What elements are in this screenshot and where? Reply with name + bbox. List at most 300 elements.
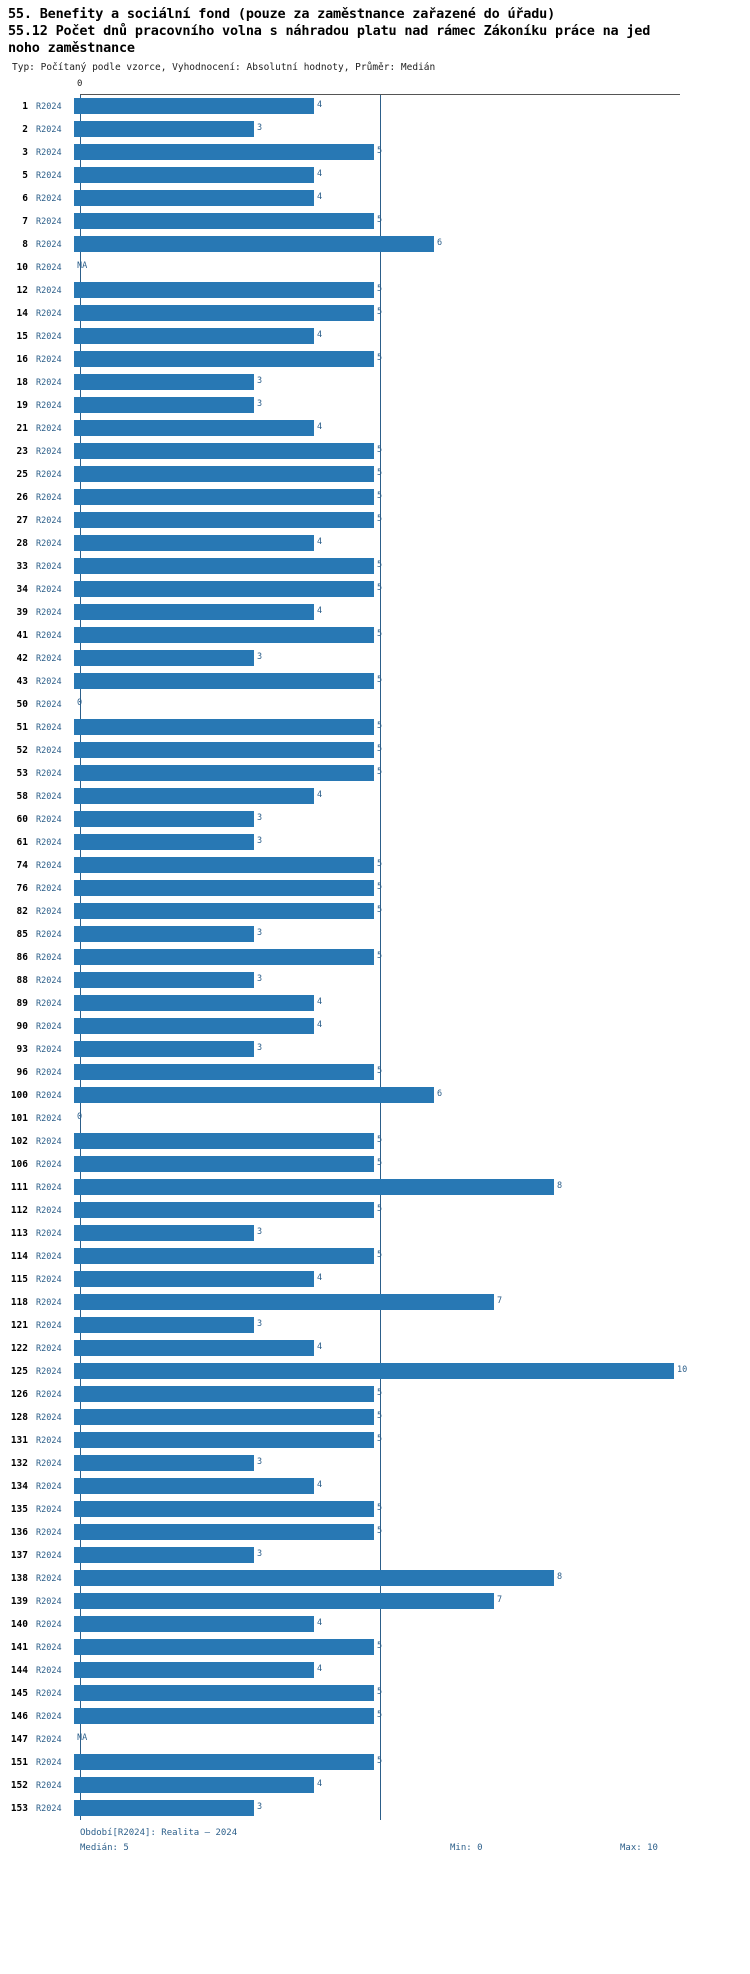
bar-track [74, 509, 750, 532]
row-category-label: 7 [22, 216, 28, 227]
row-series-label: R2024 [36, 1021, 62, 1032]
row-series-label: R2024 [36, 262, 62, 273]
table-row [0, 1268, 750, 1291]
bar [74, 903, 374, 919]
bar-track [74, 1406, 750, 1429]
table-row [0, 1061, 750, 1084]
bar-track [74, 394, 750, 417]
bar-track [74, 1268, 750, 1291]
row-category-label: 137 [10, 1550, 28, 1561]
bar [74, 1133, 374, 1149]
bar-value-label: 5 [377, 514, 383, 524]
table-row [0, 1199, 750, 1222]
table-row [0, 1291, 750, 1314]
bar-value-label: 4 [317, 169, 323, 179]
row-category-label: 58 [16, 791, 28, 802]
bar-value-label: 3 [257, 399, 263, 409]
bar-value-label: 3 [257, 1043, 263, 1053]
bar [74, 443, 374, 459]
bar-track [74, 1291, 750, 1314]
x-axis [0, 79, 750, 95]
bar [74, 282, 374, 298]
bar [74, 1202, 374, 1218]
bar [74, 512, 374, 528]
bar [74, 650, 254, 666]
row-series-label: R2024 [36, 561, 62, 572]
bar-value-label: 3 [257, 1457, 263, 1467]
bar-track [74, 371, 750, 394]
row-series-label: R2024 [36, 1389, 62, 1400]
row-category-label: 126 [10, 1389, 28, 1400]
table-row [0, 348, 750, 371]
row-series-label: R2024 [36, 1113, 62, 1124]
bar-value-label: 5 [377, 215, 383, 225]
bar-value-label: 4 [317, 1480, 323, 1490]
row-series-label: R2024 [36, 538, 62, 549]
bar-value-label: NA [77, 1733, 88, 1743]
row-category-label: 140 [10, 1619, 28, 1630]
bar-value-label: NA [77, 261, 88, 271]
bar [74, 535, 314, 551]
row-category-label: 102 [10, 1136, 28, 1147]
bar [74, 121, 254, 137]
row-series-label: R2024 [36, 308, 62, 319]
row-series-label: R2024 [36, 331, 62, 342]
row-series-label: R2024 [36, 1251, 62, 1262]
table-row [0, 1567, 750, 1590]
row-series-label: R2024 [36, 929, 62, 940]
table-row [0, 1360, 750, 1383]
row-category-label: 131 [10, 1435, 28, 1446]
row-series-label: R2024 [36, 653, 62, 664]
row-series-label: R2024 [36, 745, 62, 756]
row-series-label: R2024 [36, 1297, 62, 1308]
bar [74, 190, 314, 206]
bar [74, 1064, 374, 1080]
bar-value-label: 5 [377, 1526, 383, 1536]
table-row [0, 486, 750, 509]
row-category-label: 21 [16, 423, 28, 434]
row-series-label: R2024 [36, 998, 62, 1009]
row-series-label: R2024 [36, 193, 62, 204]
bar-value-label: 3 [257, 652, 263, 662]
table-row [0, 969, 750, 992]
table-row [0, 325, 750, 348]
row-category-label: 128 [10, 1412, 28, 1423]
row-series-label: R2024 [36, 1596, 62, 1607]
bar-track [74, 693, 750, 716]
row-category-label: 25 [16, 469, 28, 480]
bar [74, 1179, 554, 1195]
bar-value-label: 0 [77, 1112, 83, 1122]
row-series-label: R2024 [36, 400, 62, 411]
bar [74, 213, 374, 229]
bar-track [74, 233, 750, 256]
bar-value-label: 5 [377, 859, 383, 869]
bar-track [74, 831, 750, 854]
bar [74, 1409, 374, 1425]
row-category-label: 122 [10, 1343, 28, 1354]
bar-track [74, 1314, 750, 1337]
row-category-label: 114 [10, 1251, 28, 1262]
bar-track [74, 1130, 750, 1153]
bar [74, 1593, 494, 1609]
table-row [0, 900, 750, 923]
table-row [0, 1130, 750, 1153]
table-row [0, 1659, 750, 1682]
bar [74, 98, 314, 114]
bar-track [74, 417, 750, 440]
row-category-label: 96 [16, 1067, 28, 1078]
row-category-label: 51 [16, 722, 28, 733]
bar-track [74, 739, 750, 762]
bar-value-label: 10 [677, 1365, 688, 1375]
table-row [0, 1245, 750, 1268]
bar [74, 305, 374, 321]
row-category-label: 41 [16, 630, 28, 641]
chart-header [0, 0, 750, 75]
bar-track [74, 1337, 750, 1360]
bar [74, 1271, 314, 1287]
table-row [0, 1613, 750, 1636]
row-series-label: R2024 [36, 216, 62, 227]
table-row [0, 739, 750, 762]
row-series-label: R2024 [36, 1642, 62, 1653]
bar-track [74, 1245, 750, 1268]
bar-track [74, 601, 750, 624]
bar-value-label: 3 [257, 813, 263, 823]
bar-track [74, 463, 750, 486]
row-series-label: R2024 [36, 101, 62, 112]
bar [74, 1639, 374, 1655]
table-row [0, 371, 750, 394]
bar-track [74, 1728, 750, 1751]
bar-value-label: 5 [377, 583, 383, 593]
bar-value-label: 5 [377, 905, 383, 915]
row-category-label: 125 [10, 1366, 28, 1377]
bar [74, 1501, 374, 1517]
row-series-label: R2024 [36, 1044, 62, 1055]
table-row [0, 1222, 750, 1245]
table-row [0, 440, 750, 463]
bar-track [74, 1705, 750, 1728]
row-series-label: R2024 [36, 1090, 62, 1101]
row-series-label: R2024 [36, 791, 62, 802]
row-series-label: R2024 [36, 883, 62, 894]
table-row [0, 417, 750, 440]
bar-track [74, 1498, 750, 1521]
table-row [0, 463, 750, 486]
bar-value-label: 5 [377, 560, 383, 570]
bar-value-label: 5 [377, 1250, 383, 1260]
bar-track [74, 877, 750, 900]
bar-value-label: 4 [317, 100, 323, 110]
bar-value-label: 5 [377, 353, 383, 363]
bar [74, 811, 254, 827]
bar-track [74, 969, 750, 992]
bar-value-label: 5 [377, 307, 383, 317]
chart-footer [0, 1828, 750, 1857]
chart-area [0, 79, 750, 1820]
table-row [0, 1383, 750, 1406]
row-series-label: R2024 [36, 906, 62, 917]
row-series-label: R2024 [36, 975, 62, 986]
bar-track [74, 1751, 750, 1774]
row-series-label: R2024 [36, 354, 62, 365]
bar-track [74, 1774, 750, 1797]
row-series-label: R2024 [36, 1780, 62, 1791]
row-category-label: 2 [22, 124, 28, 135]
row-series-label: R2024 [36, 699, 62, 710]
row-category-label: 112 [10, 1205, 28, 1216]
bar-track [74, 1383, 750, 1406]
row-series-label: R2024 [36, 446, 62, 457]
row-category-label: 18 [16, 377, 28, 388]
bar [74, 1225, 254, 1241]
bar-value-label: 5 [377, 146, 383, 156]
row-category-label: 53 [16, 768, 28, 779]
row-category-label: 12 [16, 285, 28, 296]
table-row [0, 1406, 750, 1429]
bar [74, 144, 374, 160]
table-row [0, 394, 750, 417]
table-row [0, 1705, 750, 1728]
table-row [0, 555, 750, 578]
bar-track [74, 95, 750, 118]
chart-subtitle: Typ: Počítaný podle vzorce, Vyhodnocení: Absolutní hodnoty, Průměr: Medián [12, 62, 436, 73]
row-series-label: R2024 [36, 1182, 62, 1193]
stat-max: Max: 10 [620, 1843, 658, 1853]
table-row [0, 302, 750, 325]
table-row [0, 1774, 750, 1797]
row-category-label: 144 [10, 1665, 28, 1676]
row-series-label: R2024 [36, 722, 62, 733]
bar [74, 466, 374, 482]
bar-track [74, 555, 750, 578]
row-category-label: 34 [16, 584, 28, 595]
bar-track [74, 302, 750, 325]
bar-track [74, 348, 750, 371]
row-category-label: 146 [10, 1711, 28, 1722]
table-row [0, 1475, 750, 1498]
bar-track [74, 118, 750, 141]
bar-track [74, 854, 750, 877]
table-row [0, 233, 750, 256]
bar-track [74, 532, 750, 555]
bar [74, 558, 374, 574]
bar-value-label: 6 [437, 238, 443, 248]
row-series-label: R2024 [36, 1366, 62, 1377]
row-series-label: R2024 [36, 814, 62, 825]
table-row [0, 808, 750, 831]
bar [74, 581, 374, 597]
row-series-label: R2024 [36, 630, 62, 641]
table-row [0, 1498, 750, 1521]
bar-value-label: 3 [257, 928, 263, 938]
row-series-label: R2024 [36, 607, 62, 618]
bar-track [74, 647, 750, 670]
bar [74, 1294, 494, 1310]
row-category-label: 6 [22, 193, 28, 204]
bar-track [74, 1544, 750, 1567]
row-series-label: R2024 [36, 1320, 62, 1331]
bar-track [74, 1475, 750, 1498]
row-series-label: R2024 [36, 515, 62, 526]
bar-track [74, 1015, 750, 1038]
bar [74, 719, 374, 735]
bar-value-label: 5 [377, 1158, 383, 1168]
row-category-label: 15 [16, 331, 28, 342]
bar-value-label: 3 [257, 974, 263, 984]
bar-track [74, 164, 750, 187]
bar [74, 857, 374, 873]
page-title-line1: 55. Benefity a sociální fond (pouze za zaměstnance zařazené do úřadu) [8, 6, 556, 22]
row-category-label: 93 [16, 1044, 28, 1055]
row-series-label: R2024 [36, 1688, 62, 1699]
bar-track [74, 210, 750, 233]
bar [74, 742, 374, 758]
table-row [0, 1038, 750, 1061]
row-category-label: 28 [16, 538, 28, 549]
row-series-label: R2024 [36, 1711, 62, 1722]
table-row [0, 210, 750, 233]
bar-value-label: 5 [377, 445, 383, 455]
table-row [0, 1636, 750, 1659]
table-row [0, 670, 750, 693]
bar [74, 1363, 674, 1379]
bar-track [74, 1107, 750, 1130]
row-series-label: R2024 [36, 768, 62, 779]
row-category-label: 139 [10, 1596, 28, 1607]
table-row [0, 1084, 750, 1107]
bar-track [74, 900, 750, 923]
table-row [0, 1337, 750, 1360]
bar [74, 1340, 314, 1356]
bar-track [74, 1659, 750, 1682]
table-row [0, 1728, 750, 1751]
table-row [0, 256, 750, 279]
bar-value-label: 5 [377, 1756, 383, 1766]
bar [74, 1041, 254, 1057]
bar-value-label: 4 [317, 1779, 323, 1789]
stat-min: Min: 0 [450, 1843, 483, 1853]
table-row [0, 647, 750, 670]
bar [74, 627, 374, 643]
bar [74, 328, 314, 344]
bar [74, 788, 314, 804]
row-category-label: 85 [16, 929, 28, 940]
row-series-label: R2024 [36, 492, 62, 503]
bar-value-label: 7 [497, 1296, 503, 1306]
row-category-label: 100 [10, 1090, 28, 1101]
bar [74, 1685, 374, 1701]
bar-value-label: 0 [77, 698, 83, 708]
bar-track [74, 486, 750, 509]
bar-track [74, 1061, 750, 1084]
bar [74, 167, 314, 183]
bar [74, 420, 314, 436]
row-series-label: R2024 [36, 1343, 62, 1354]
bar-value-label: 5 [377, 1135, 383, 1145]
row-category-label: 118 [10, 1297, 28, 1308]
row-category-label: 90 [16, 1021, 28, 1032]
bar-value-label: 5 [377, 951, 383, 961]
bar-track [74, 1038, 750, 1061]
row-series-label: R2024 [36, 147, 62, 158]
bar [74, 604, 314, 620]
legend-entry: Období[R2024]: Realita — 2024 [80, 1828, 238, 1838]
table-row [0, 946, 750, 969]
table-row [0, 762, 750, 785]
bar-value-label: 4 [317, 1273, 323, 1283]
table-row [0, 624, 750, 647]
bar [74, 1800, 254, 1816]
bar-value-label: 5 [377, 744, 383, 754]
bar-track [74, 1084, 750, 1107]
bar-value-label: 5 [377, 284, 383, 294]
table-row [0, 601, 750, 624]
row-category-label: 136 [10, 1527, 28, 1538]
row-category-label: 8 [22, 239, 28, 250]
bar-value-label: 4 [317, 422, 323, 432]
bar [74, 765, 374, 781]
bar-value-label: 4 [317, 1342, 323, 1352]
row-category-label: 74 [16, 860, 28, 871]
table-row [0, 992, 750, 1015]
row-series-label: R2024 [36, 1550, 62, 1561]
row-category-label: 19 [16, 400, 28, 411]
bar [74, 926, 254, 942]
table-row [0, 785, 750, 808]
bar-value-label: 3 [257, 836, 263, 846]
row-category-label: 151 [10, 1757, 28, 1768]
bar-value-label: 5 [377, 675, 383, 685]
bar-track [74, 1360, 750, 1383]
bar-track [74, 992, 750, 1015]
table-row [0, 187, 750, 210]
bar-value-label: 5 [377, 491, 383, 501]
row-series-label: R2024 [36, 1481, 62, 1492]
row-category-label: 60 [16, 814, 28, 825]
bar [74, 1754, 374, 1770]
bar-track [74, 578, 750, 601]
bar-track [74, 1636, 750, 1659]
row-series-label: R2024 [36, 124, 62, 135]
row-category-label: 3 [22, 147, 28, 158]
table-row [0, 1452, 750, 1475]
table-row [0, 1751, 750, 1774]
row-category-label: 10 [16, 262, 28, 273]
table-row [0, 1521, 750, 1544]
bar [74, 351, 374, 367]
row-series-label: R2024 [36, 1205, 62, 1216]
table-row [0, 509, 750, 532]
bar-value-label: 3 [257, 376, 263, 386]
bar-value-label: 5 [377, 468, 383, 478]
bar-value-label: 5 [377, 882, 383, 892]
bar-value-label: 4 [317, 790, 323, 800]
bar-value-label: 4 [317, 192, 323, 202]
bar [74, 1248, 374, 1264]
table-row [0, 831, 750, 854]
bar [74, 1018, 314, 1034]
bar-track [74, 1176, 750, 1199]
bar-track [74, 141, 750, 164]
row-category-label: 5 [22, 170, 28, 181]
row-category-label: 82 [16, 906, 28, 917]
bar-track [74, 279, 750, 302]
bar-track [74, 440, 750, 463]
